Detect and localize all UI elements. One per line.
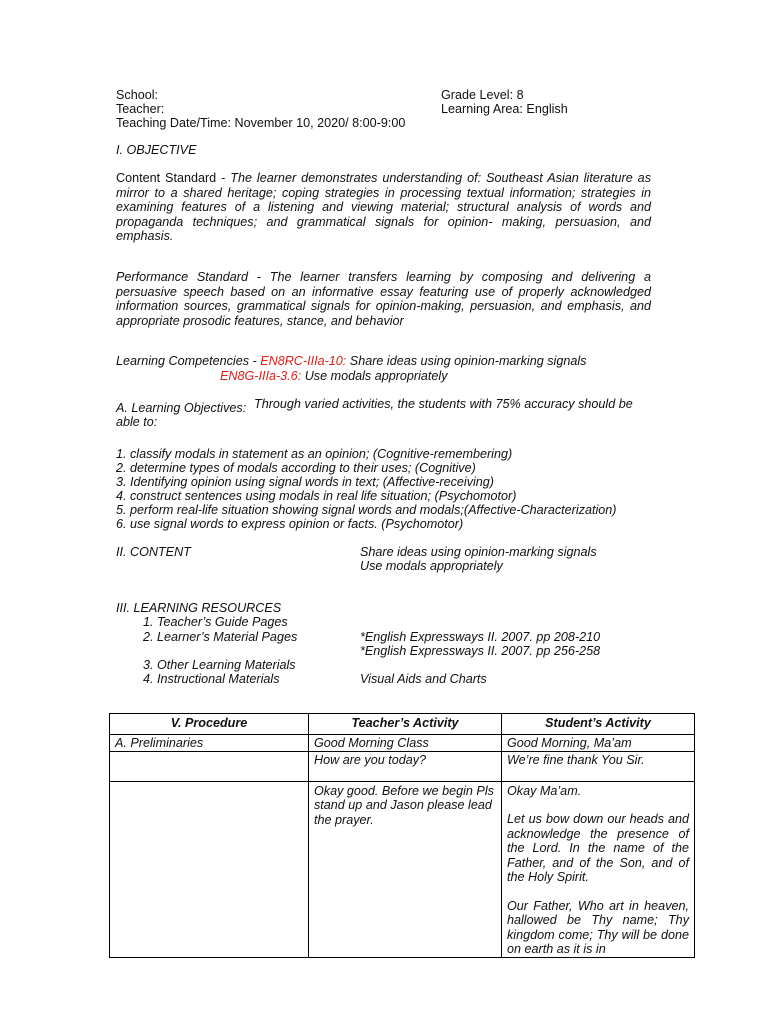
competency-text-1: Share ideas using opinion-marking signals: [346, 354, 587, 368]
resources-heading: III. LEARNING RESOURCES: [116, 601, 282, 615]
learning-objectives-intro: Through varied activities, the students with 75% accuracy should be: [254, 397, 633, 411]
student-response: Okay Ma’am.: [507, 783, 582, 798]
grade-level: Grade Level: 8: [441, 88, 524, 102]
performance-standard: [116, 270, 651, 328]
learning-objectives-label: A. Learning Objectives:: [116, 401, 247, 415]
content-standard-label: Content Standard -: [116, 171, 231, 185]
content-heading: II. CONTENT: [116, 545, 191, 559]
performance-standard-label: Performance Standard -: [116, 270, 270, 284]
procedure-cell: [110, 781, 309, 957]
content-standard-text: mirror to a shared heritage; coping strategies in processing textual information; strategies in: [116, 185, 651, 200]
objective-heading: I. OBJECTIVE: [116, 143, 197, 157]
teaching-date-time: Teaching Date/Time: November 10, 2020/ 8:00-9:00: [116, 116, 406, 130]
competency-code-2: EN8G-IIIa-3.6:: [220, 369, 302, 383]
objective-item: 3. Identifying opinion using signal words in text; (Affective-receiving): [116, 475, 495, 489]
student-activity-cell: [502, 781, 695, 957]
competencies-label: Learning Competencies -: [116, 354, 261, 368]
resource-item: 3. Other Learning Materials: [143, 658, 296, 672]
teacher-activity-cell: Good Morning Class: [309, 735, 502, 752]
resource-item: 2. Learner’s Material Pages: [143, 630, 298, 644]
table-row: [110, 735, 695, 752]
resource-value: Visual Aids and Charts: [360, 672, 487, 686]
objective-item: 5. perform real-life situation showing signal words and modals;(Affective-Characterization): [116, 503, 617, 517]
content-standard-text: propaganda techniques; and grammatical signals for opinion- making, persuasion, and: [116, 214, 651, 229]
resource-reference: *English Expressways II. 2007. pp 256-258: [360, 644, 601, 658]
learning-competency-2: [220, 369, 448, 384]
school-label: School:: [116, 88, 159, 102]
table-row: [110, 781, 695, 957]
performance-standard-text: persuasive speech based on an informative essay featuring use of properly acknowledged: [116, 284, 651, 299]
learning-competencies: [116, 354, 586, 369]
table-row: [110, 751, 695, 781]
procedure-cell: A. Preliminaries: [110, 735, 309, 752]
procedure-cell: [110, 751, 309, 781]
student-activity-cell: Good Morning, Ma’am: [502, 735, 695, 752]
resource-item: 4. Instructional Materials: [143, 672, 280, 686]
column-header: Teacher’s Activity: [309, 714, 502, 735]
content-standard: [116, 171, 651, 244]
student-prayer: Our Father, Who art in heaven, hallowed be Thy name; Thy kingdom come; Thy will be done on earth as it is in: [507, 898, 689, 956]
content-line: Use modals appropriately: [360, 559, 503, 573]
content-line: Share ideas using opinion-marking signals: [360, 545, 597, 559]
objective-item: 1. classify modals in statement as an opinion; (Cognitive-remembering): [116, 447, 513, 461]
column-header: V. Procedure: [110, 714, 309, 735]
table-header-row: [110, 714, 695, 735]
content-standard-text: examining features of a listening and viewing material; structural analysis of words and: [116, 200, 651, 214]
teacher-label: Teacher:: [116, 102, 165, 116]
objective-item: 4. construct sentences using modals in real life situation; (Psychomotor): [116, 489, 517, 503]
competency-text-2: Use modals appropriately: [301, 369, 448, 383]
performance-standard-text: information sources, grammatical signals for opinion-making, persuasion, and emphasis, and: [116, 299, 651, 313]
performance-standard-text: The learner transfers learning by composing and delivering a: [269, 270, 651, 284]
content-standard-text: The learner demonstrates understanding of: Southeast Asian literature as: [230, 171, 651, 185]
objective-item: 2. determine types of modals according to their uses; (Cognitive): [116, 461, 476, 475]
resource-reference: *English Expressways II. 2007. pp 208-210: [360, 630, 601, 644]
learning-objectives-intro: able to:: [116, 415, 158, 429]
teacher-activity-cell: How are you today?: [309, 751, 502, 781]
student-activity-cell: We’re fine thank You Sir.: [502, 751, 695, 781]
teacher-activity-cell: Okay good. Before we begin Pls stand up and Jason please lead the prayer.: [309, 781, 502, 957]
resource-item: 1. Teacher’s Guide Pages: [143, 615, 288, 629]
content-standard-text: emphasis.: [116, 229, 174, 243]
objective-item: 6. use signal words to express opinion or facts. (Psychomotor): [116, 517, 464, 531]
performance-standard-text: appropriate prosodic features, stance, and behavior: [116, 313, 404, 328]
learning-area: Learning Area: English: [441, 102, 568, 116]
procedure-table: [109, 713, 695, 958]
student-prayer-intro: Let us bow down our heads and acknowledge the presence of the Lord. In the name of the Father, and of the Son, and of the Holy Spirit.: [507, 812, 689, 884]
column-header: Student’s Activity: [502, 714, 695, 735]
competency-code-1: EN8RC-IIIa-10:: [260, 354, 347, 368]
